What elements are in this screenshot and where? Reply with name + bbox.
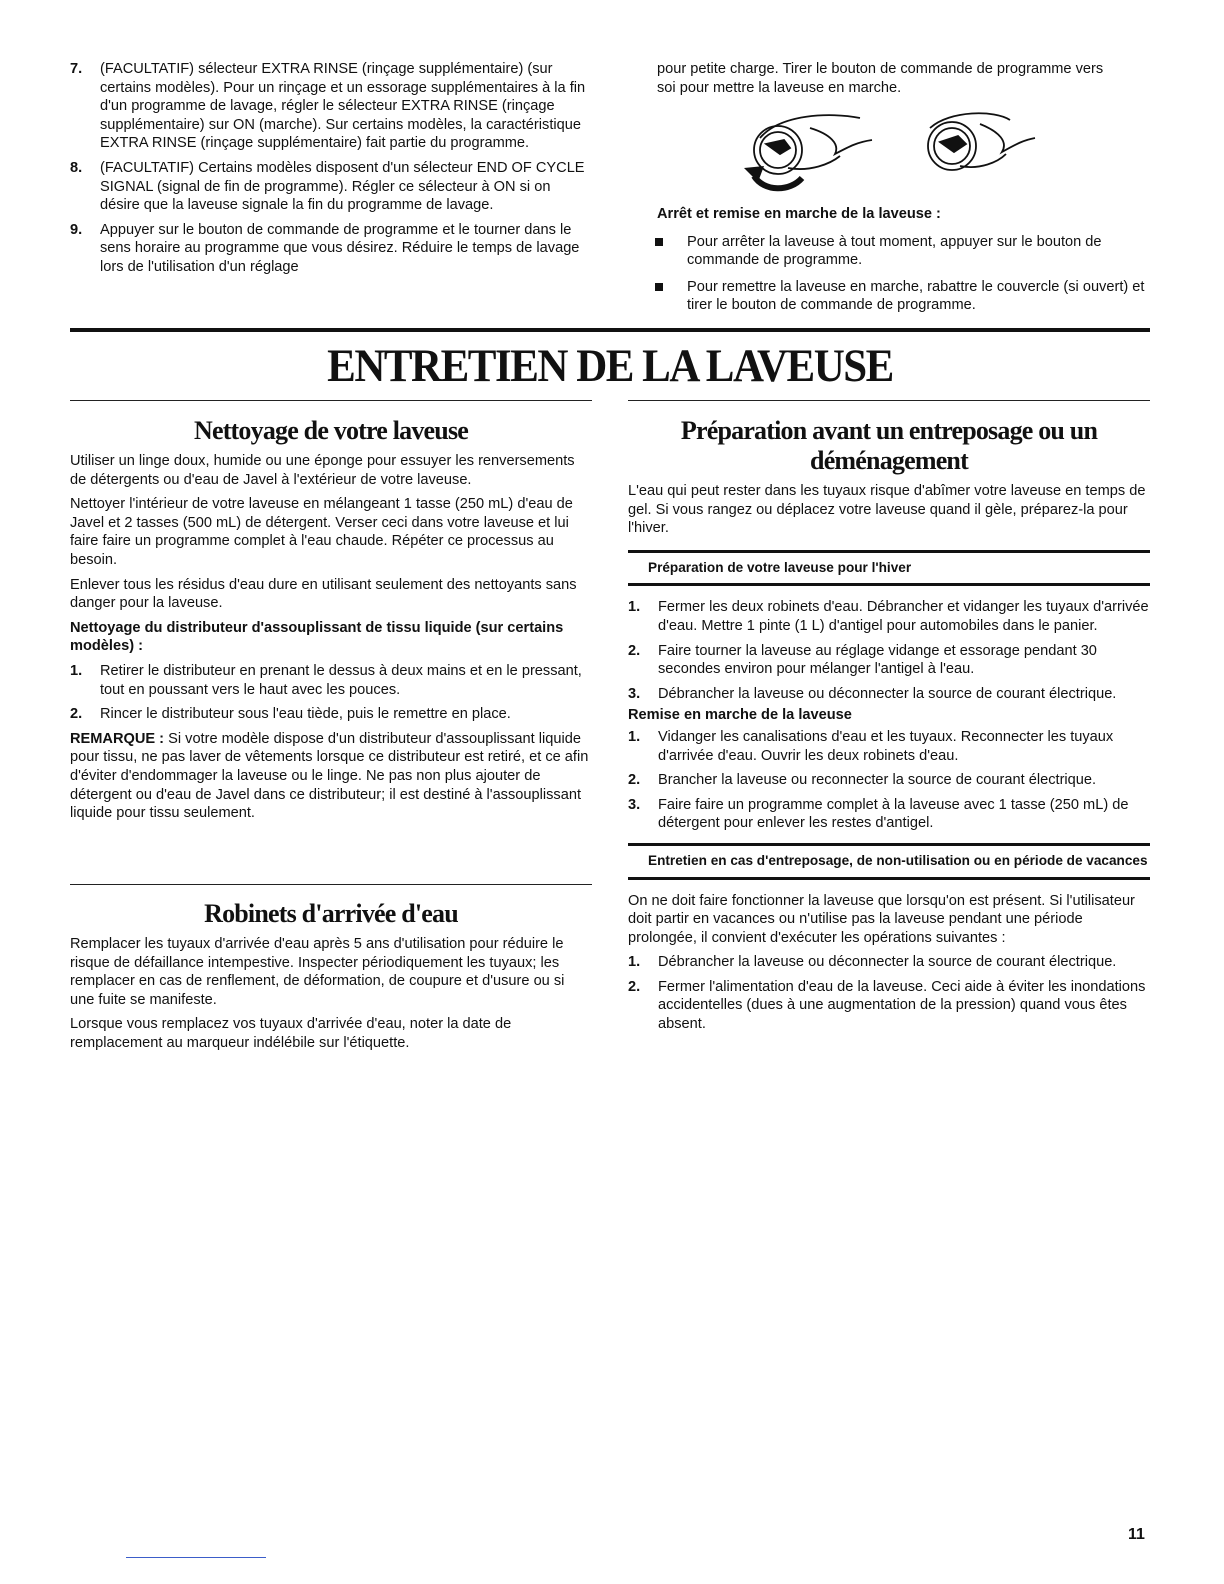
item-text: Débrancher la laveuse ou déconnecter la source de courant électrique.	[658, 954, 1117, 971]
paragraph: L'eau qui peut rester dans les tuyaux risque d'abîmer votre laveuse en temps de gel. Si vous rangez ou déplacez votre laveuse quand il gèle, préparez-la pour l'hiver.	[628, 483, 1146, 537]
item-text: Débrancher la laveuse ou déconnecter la source de courant électrique.	[658, 685, 1117, 702]
note-text: Si votre modèle dispose d'un distributeur d'assouplissant liquide pour tissu, ne pas laver de vêtements lorsque ce distributeur est retiré, et ce afin d'éviter d'endommager la laveuse ou le linge. Ne pas non plus ajouter de détergent ou d'eau de Javel dans ce distributeur; il est destiné à l'assouplissant liquide pour tissu seulement.	[70, 730, 589, 822]
hand-turning-dial-icon	[744, 115, 872, 188]
item-text: Vidanger les canalisations d'eau et les tuyaux. Reconnecter les tuyaux d'arrivée d'eau. Ouvrir les deux robinets d'eau.	[658, 728, 1114, 764]
paragraph: Enlever tous les résidus d'eau dure en utilisant seulement des nettoyants sans danger pour la laveuse.	[70, 576, 577, 612]
top-left-column	[70, 60, 590, 283]
section-divider	[70, 328, 1150, 332]
item-number: 7.	[70, 61, 83, 77]
bullet-text: Pour arrêter la laveuse à tout moment, appuyer sur le bouton de commande de programme.	[687, 233, 1102, 269]
item-text: Appuyer sur le bouton de commande de programme et le tourner dans le sens horaire au programme que vous désirez. Réduire le temps de lavage lors de l'utilisation d'un réglage	[100, 221, 580, 275]
item-number: 1.	[628, 728, 641, 745]
item-number: 1.	[70, 662, 83, 679]
list-item	[628, 642, 1150, 679]
list-item	[628, 796, 1150, 833]
item-text: Faire tourner la laveuse au réglage vidange et essorage pendant 30 secondes environ pour mélanger l'antigel à l'eau.	[658, 642, 1097, 678]
storage-section	[628, 416, 1150, 1040]
footer-link-line	[126, 1557, 266, 1558]
item-text: Retirer le distributeur en prenant le dessus à deux mains et en le pressant, tout en poussant vers le haut avec les pouces.	[100, 662, 582, 698]
bullet-text: Pour remettre la laveuse en marche, rabattre le couvercle (si ouvert) et tirer le bouton de commande de programme.	[687, 278, 1145, 314]
cleaning-section	[70, 416, 592, 829]
cleaning-title: Nettoyage de votre laveuse	[193, 416, 469, 445]
item-text: Rincer le distributeur sous l'eau tiède, puis le remettre en place.	[100, 706, 511, 723]
item-number: 1.	[628, 954, 641, 971]
faucets-rule	[70, 884, 592, 885]
dial-illustration	[740, 104, 1040, 196]
item-number: 1.	[628, 599, 641, 616]
list-item	[70, 159, 590, 215]
note-label: REMARQUE :	[70, 730, 165, 747]
top-right-column-lower	[657, 205, 1152, 321]
note-paragraph	[70, 730, 592, 823]
faucets-section	[70, 899, 592, 1059]
item-text: Fermer l'alimentation d'eau de la laveuse. Ceci aide à éviter les inondations accidentelles (dues à une augmentation de la pression) quand vous êtes absent.	[658, 978, 1146, 1033]
item-number: 8.	[70, 159, 83, 176]
item-number: 2.	[628, 642, 641, 659]
item-number: 2.	[628, 978, 641, 995]
paragraph: Nettoyer l'intérieur de votre laveuse en mélangeant 1 tasse (250 mL) d'eau de Javel et 2 tasses (500 mL) de détergent. Verser ceci dans votre laveuse et lui faire faire un programme complet à l'eau chaude. Répéter ce processus au besoin.	[70, 496, 573, 568]
item-text: Faire faire un programme complet à la laveuse avec 1 tasse (250 mL) de détergent pour enlever les restes d'antigel.	[658, 796, 1129, 832]
left-title-rule	[70, 400, 592, 401]
item-text: (FACULTATIF) sélecteur EXTRA RINSE (rinçage supplémentaire) (sur certains modèles). Pour un rinçage et un essorage supplémentaires à la fin d'un programme de lavage, régler le sélecteur EXTRA RINSE (rinçage supplémentaire) sur ON (marche). Sur certains modèles, la caractéristique EXTRA RINSE (rinçage supplémentaire) fait partie du programme.	[100, 61, 586, 152]
restart-heading: Remise en marche de la laveuse	[628, 707, 852, 724]
list-item	[628, 598, 1150, 635]
paragraph: On ne doit faire fonctionner la laveuse que lorsqu'on est présent. Si l'utilisateur doit partir en vacances ou n'utilise pas la laveuse pendant une période prolongée, il convient d'exécuter les opérations suivantes :	[628, 892, 1135, 946]
list-item	[70, 221, 590, 277]
intro-text: pour petite charge. Tirer le bouton de commande de programme vers soi pour mettre la laveuse en marche.	[657, 61, 1104, 96]
item-text: Brancher la laveuse ou reconnecter la source de courant électrique.	[658, 772, 1097, 789]
vacation-heading: Entretien en cas d'entreposage, de non-utilisation ou en période de vacances	[628, 843, 1150, 880]
list-item	[70, 662, 592, 699]
item-number: 2.	[628, 772, 641, 789]
item-number: 2.	[70, 706, 83, 723]
right-title-rule	[628, 400, 1150, 401]
winter-heading: Préparation de votre laveuse pour l'hiver	[628, 550, 1150, 587]
list-item	[628, 978, 1150, 1034]
list-item	[70, 60, 590, 153]
paragraph: Utiliser un linge doux, humide ou une éponge pour essuyer les renversements de détergents ou d'eau de Javel à l'extérieur de votre laveuse.	[70, 453, 575, 488]
bullet-item	[627, 233, 1152, 270]
item-text: Fermer les deux robinets d'eau. Débrancher et vidanger les tuyaux d'arrivée d'eau. Mettre 1 pinte (1 L) d'antigel pour automobiles dans le panier.	[658, 599, 1149, 634]
item-number: 3.	[628, 685, 641, 702]
page-number: 11	[1128, 1526, 1145, 1543]
paragraph: Remplacer les tuyaux d'arrivée d'eau après 5 ans d'utilisation pour réduire le risque de défaillance intempestive. Inspecter périodiquement les tuyaux; les remplacer en cas de renflement, de déformation, de coupure et d'usure ou si une fuite se manifeste.	[70, 936, 565, 1008]
paragraph: Lorsque vous remplacez vos tuyaux d'arrivée d'eau, noter la date de remplacement au marqueur indélébile sur l'étiquette.	[70, 1016, 512, 1051]
page-title: ENTRETIEN DE LA LAVEUSE	[327, 341, 893, 392]
list-item	[628, 728, 1150, 765]
dispenser-heading: Nettoyage du distributeur d'assouplissant de tissu liquide (sur certains modèles) :	[70, 619, 564, 655]
list-item	[628, 771, 1150, 790]
square-bullet-icon	[655, 238, 663, 246]
item-number: 9.	[70, 221, 83, 238]
item-number: 3.	[628, 796, 641, 813]
list-item	[70, 705, 592, 724]
faucets-title: Robinets d'arrivée d'eau	[204, 899, 458, 928]
hand-pulling-dial-icon	[928, 113, 1035, 170]
storage-title-line2: déménagement	[810, 446, 968, 475]
list-item	[628, 685, 1150, 704]
bullet-item	[627, 278, 1152, 315]
list-item	[628, 953, 1150, 972]
square-bullet-icon	[655, 283, 663, 291]
storage-title-line1: Préparation avant un entreposage ou un	[680, 416, 1098, 445]
stop-restart-heading: Arrêt et remise en marche de la laveuse :	[657, 206, 941, 222]
top-right-column	[657, 60, 1107, 103]
item-text: (FACULTATIF) Certains modèles disposent d'un sélecteur END OF CYCLE SIGNAL (signal de fin de programme). Régler ce sélecteur à ON si on désire que la laveuse signale la fin du programme de lavage.	[100, 159, 585, 214]
